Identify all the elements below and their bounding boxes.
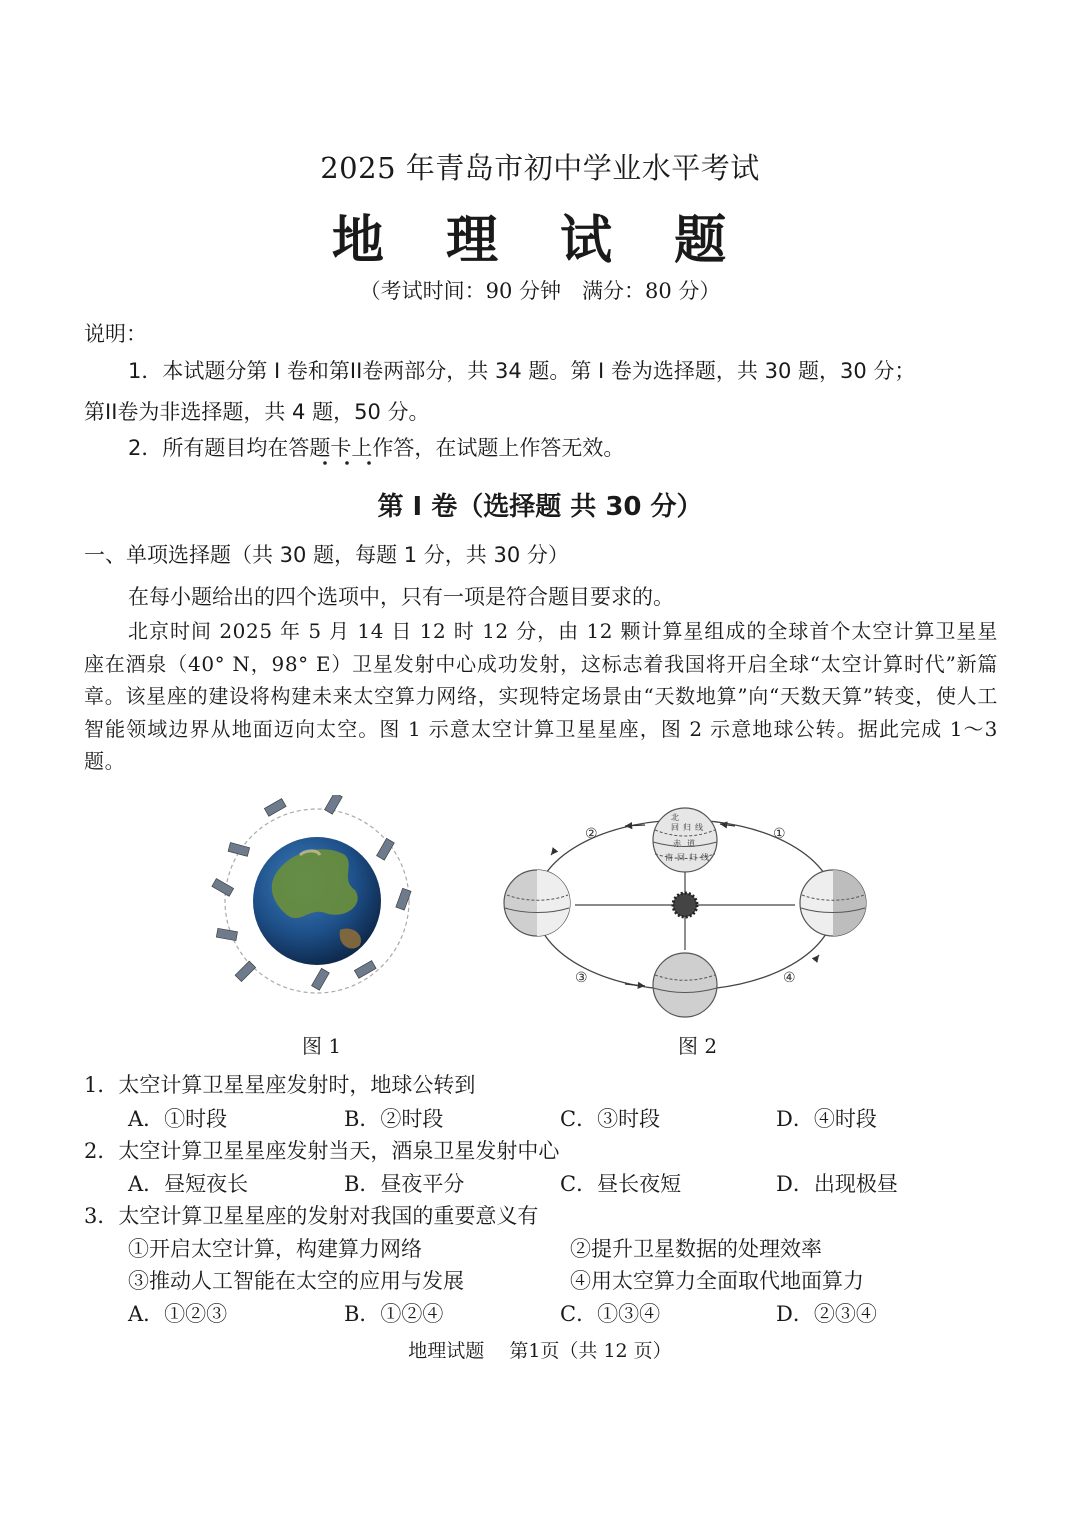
satellite-icon — [228, 843, 250, 857]
question-3-statement-4: ④用太空算力全面取代地面算力 — [570, 1269, 864, 1293]
question-2-option-a: A．昼短夜长 — [128, 1172, 249, 1196]
question-3-option-d: D．②③④ — [776, 1302, 877, 1326]
segment-4-label: ④ — [783, 970, 796, 986]
question-3-option-c: C．①③④ — [560, 1302, 661, 1326]
earth-bottom — [653, 953, 717, 1017]
question-2-option-b: B．昼夜平分 — [344, 1172, 465, 1196]
satellite-icon — [235, 961, 256, 982]
question-3-stem: 3．太空计算卫星星座的发射对我国的重要意义有 — [84, 1204, 539, 1228]
note-item-2: 2．所有题目均在答题卡上作答，在试题上作答无效。 — [128, 436, 625, 460]
svg-text:南: 南 — [665, 853, 673, 862]
segment-2-label: ② — [585, 826, 598, 842]
part-title: 一、单项选择题（共 30 题，每题 1 分，共 30 分） — [84, 543, 569, 567]
sun-icon — [673, 893, 697, 917]
question-1-option-d: D．④时段 — [776, 1107, 877, 1131]
question-3-option-a: A．①②③ — [128, 1302, 228, 1326]
note-item-1: 1．本试题分第 I 卷和第II卷两部分，共 34 题。第 I 卷为选择题，共 30 题，30 分； — [128, 359, 916, 383]
figure-1-caption: 图 1 — [302, 1034, 342, 1058]
instruction: 在每小题给出的四个选项中，只有一项是符合题目要求的。 — [128, 585, 674, 609]
satellite-icon — [354, 961, 376, 979]
earth-right — [800, 870, 866, 936]
segment-3-label: ③ — [575, 970, 588, 986]
question-1-option-a: A．①时段 — [128, 1107, 228, 1131]
figure-1-satellite-constellation — [205, 795, 430, 1010]
subject-title: 地 理 试 题 — [331, 210, 749, 271]
note-item-1-continued: 第II卷为非选择题，共 4 题，50 分。 — [84, 400, 430, 424]
question-2-stem: 2．太空计算卫星星座发射当天，酒泉卫星发射中心 — [84, 1139, 560, 1163]
question-1-stem: 1．太空计算卫星星座发射时，地球公转到 — [84, 1073, 476, 1097]
svg-text:道: 道 — [687, 839, 695, 848]
satellite-icon — [312, 968, 330, 990]
svg-text:北: 北 — [671, 813, 679, 822]
figure-2-earth-revolution — [495, 790, 875, 1020]
earth-left — [504, 870, 570, 936]
svg-text:回: 回 — [671, 823, 679, 832]
earth-top — [653, 808, 717, 872]
segment-1-label: ① — [773, 826, 786, 842]
question-1-option-b: B．②时段 — [344, 1107, 444, 1131]
question-1-option-c: C．③时段 — [560, 1107, 661, 1131]
figure-2-caption: 图 2 — [678, 1034, 718, 1058]
question-3-statement-3: ③推动人工智能在太空的应用与发展 — [128, 1269, 464, 1293]
svg-text:线: 线 — [701, 853, 709, 862]
question-3-statement-1: ①开启太空计算，构建算力网络 — [128, 1237, 422, 1261]
satellite-icon — [212, 879, 234, 897]
question-2-option-c: C．昼长夜短 — [560, 1172, 682, 1196]
svg-text:线: 线 — [695, 823, 703, 832]
satellite-icon — [377, 838, 395, 860]
question-3-option-b: B．①②④ — [344, 1302, 444, 1326]
question-2-option-d: D．出现极昼 — [776, 1172, 898, 1196]
svg-text:归: 归 — [689, 853, 697, 862]
exam-title: 2025 年青岛市初中学业水平考试 — [320, 151, 760, 185]
question-3-statement-2: ②提升卫星数据的处理效率 — [570, 1237, 822, 1261]
section-title: 第 I 卷（选择题 共 30 分） — [377, 492, 703, 522]
exam-info: （考试时间：90 分钟 满分：80 分） — [359, 279, 721, 303]
page-footer: 地理试题 第1页（共 12 页） — [408, 1340, 672, 1362]
svg-text:归: 归 — [683, 823, 691, 832]
emphasis-dots — [320, 458, 380, 468]
svg-text:赤: 赤 — [673, 839, 681, 848]
satellite-icon — [264, 799, 286, 817]
passage: 北京时间 2025 年 5 月 14 日 12 时 12 分，由 12 颗计算星组成的全球首个太空计算卫星星座在酒泉（40° N，98° E）卫星发射中心成功发射，这标志着我国将开启全球“太空计算时代”新篇章。该星座的建设将构建未来太空算力网络，实现特定场景由“天数地算”向“天数天算”转变，使人工智能领域边界从地面迈向太空。图 1 示意太空计算卫星星座，图 2 示意地球公转。据此完成 1～3 题。 — [84, 619, 998, 773]
svg-text:回: 回 — [677, 853, 685, 862]
notes-label: 说明： — [84, 322, 147, 346]
satellite-icon — [216, 928, 237, 940]
